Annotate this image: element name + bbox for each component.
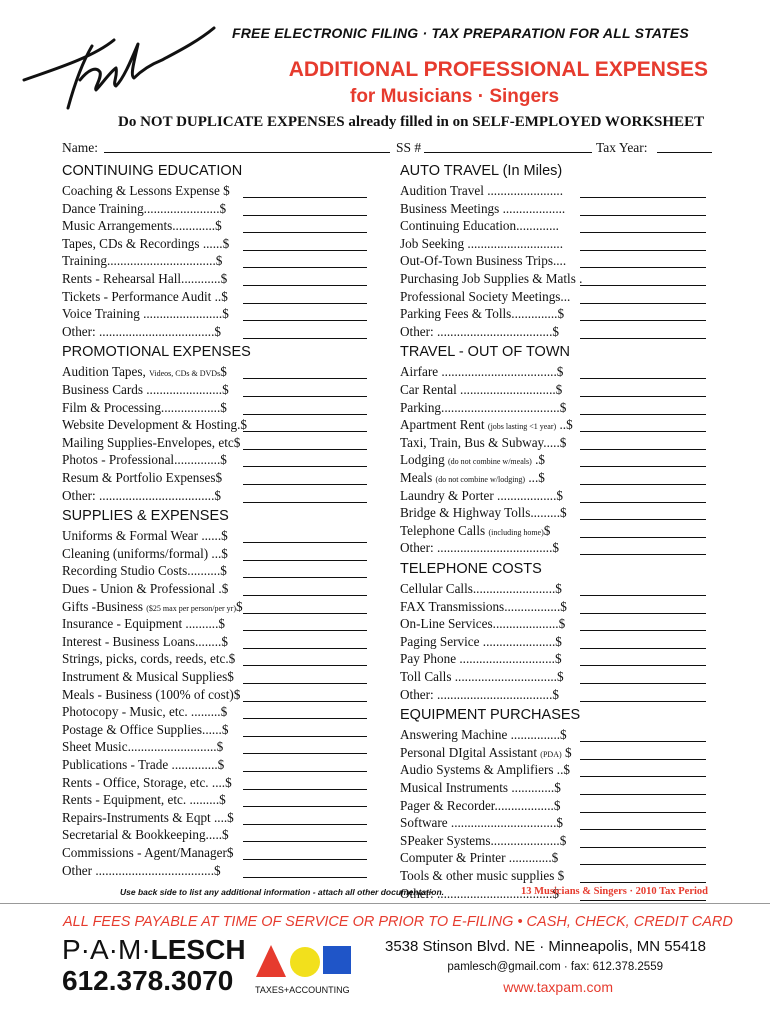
amount-field[interactable] [243,431,367,432]
amount-field[interactable] [580,250,706,251]
amount-field[interactable] [580,431,706,432]
expense-row [400,616,706,633]
expense-label: Commissions - Agent/Manager$ [62,845,234,860]
expense-row [62,616,367,633]
tax-year-label: Tax Year: [596,140,648,155]
amount-field[interactable] [580,741,706,742]
amount-field[interactable] [580,197,706,198]
contact-email-fax[interactable]: pamlesch@gmail.com · fax: 612.378.2559 [447,961,663,973]
expense-label: Tools & other music supplies $ [400,868,565,883]
expense-label: Software ................................$ [400,815,563,831]
footer-divider [0,903,770,904]
amount-field[interactable] [580,320,706,321]
expense-label: Professional Society Meetings... [400,288,571,304]
amount-field[interactable] [243,877,367,878]
expense-row [62,452,367,469]
expense-row [400,400,706,417]
expense-row [400,306,706,323]
expense-label: Out-Of-Town Business Trips.... [400,253,567,269]
expense-label: On-Line Services....................$ [400,616,566,632]
amount-field[interactable] [580,683,706,684]
amount-field[interactable] [243,484,367,485]
expense-label: Sheet Music...........................$ [62,739,224,755]
amount-field[interactable] [243,378,367,379]
expense-row [400,324,706,341]
amount-field[interactable] [243,320,367,321]
expense-label: Taxi, Train, Bus & Subway.....$ [400,434,567,450]
expense-row [62,687,367,704]
amount-field[interactable] [580,232,706,233]
amount-field[interactable] [243,595,367,596]
ss-label: SS # [396,140,422,155]
amount-field[interactable] [243,250,367,251]
expense-label: Rents - Rehearsal Hall............$ [62,271,228,286]
expense-row [62,845,367,862]
square-shape-icon [323,946,351,974]
expense-label: Other: ...................................$ [400,323,559,339]
expense-label: Website Development & Hosting.$ [62,417,247,433]
triangle-shape-icon [256,945,286,977]
expense-row [400,253,706,270]
expense-label: Audition Travel ....................... [400,183,564,198]
expense-row [62,651,367,668]
expense-row [400,798,706,815]
tax-year-field[interactable] [657,140,712,157]
expense-label: Music Arrangements.............$ [62,218,222,234]
amount-field[interactable] [243,824,367,825]
expense-row [62,435,367,452]
expense-row [400,201,706,218]
expense-label: Instrument & Musical Supplies$ [62,669,234,684]
expense-label: Other ....................................$ [62,862,221,878]
expense-label: Business Cards .......................$ [62,382,229,397]
phone-number: 612.378.3070 [62,965,234,996]
amount-field[interactable] [243,577,367,578]
expense-row [400,651,706,668]
expense-label: Cleaning (uniforms/formal) ...$ [62,545,228,561]
expense-row [62,417,367,434]
form-subtitle: for Musicians · Singers [350,86,560,107]
amount-field[interactable] [243,502,367,503]
expense-label: Meals (do not combine w/lodging) ...$ [400,470,545,485]
expense-label: Gifts -Business ($25 max per person/per yr)$ [62,598,243,614]
expense-row [400,435,706,452]
expense-row [400,868,706,885]
amount-field[interactable] [243,841,367,842]
amount-field[interactable] [580,759,706,760]
amount-field[interactable] [580,630,706,631]
amount-field[interactable] [243,701,367,702]
circle-shape-icon [290,947,320,977]
expense-row [62,722,367,739]
amount-field[interactable] [580,215,706,216]
expense-label: Computer & Printer .............$ [400,850,559,866]
expense-label: Rents - Office, Storage, etc. ....$ [62,774,232,790]
expense-label: Mailing Supplies-Envelopes, etc$ [62,434,241,450]
expense-label: Training.................................$ [62,253,223,269]
amount-field[interactable] [243,466,367,467]
section-heading-continuing-education: CONTINUING EDUCATION [62,163,243,179]
name-label: Name: [62,140,98,155]
identity-line [62,140,712,160]
section-heading-equipment-purchases: EQUIPMENT PURCHASES [400,707,581,724]
expense-label: FAX Transmissions.................$ [400,598,567,614]
amount-field[interactable] [243,630,367,631]
expense-label: Tapes, CDs & Recordings ......$ [62,235,230,251]
expense-row [62,201,367,218]
expense-label: Interest - Business Loans........$ [62,633,228,649]
expense-row [400,452,706,469]
amount-field[interactable] [580,847,706,848]
expense-row [400,687,706,704]
expense-row [62,827,367,844]
amount-field[interactable] [580,665,706,666]
expense-label: Repairs-Instruments & Eqpt ....$ [62,809,234,825]
expense-label: Airfare ...................................$ [400,364,564,380]
amount-field[interactable] [580,554,706,555]
section-heading-supplies-expenses: SUPPLIES & EXPENSES [62,508,229,525]
fees-banner: ALL FEES PAYABLE AT TIME OF SERVICE OR PRIOR TO E-FILING • CASH, CHECK, CREDIT CARD [63,914,733,930]
amount-field[interactable] [243,449,367,450]
section-heading-telephone-costs: TELEPHONE COSTS [400,561,542,577]
expense-row [400,271,706,288]
expense-label: Apartment Rent (jobs lasting <1 year) ..$ [400,417,573,433]
expense-row [400,505,706,522]
amount-field[interactable] [580,701,706,702]
expense-row [400,599,706,616]
amount-field[interactable] [243,648,367,649]
page-label: 13 Musicians & Singers · 2010 Tax Period [521,886,708,897]
amount-field[interactable] [580,414,706,415]
amount-field[interactable] [243,414,367,415]
expense-row [400,745,706,762]
amount-field[interactable] [580,466,706,467]
expense-row [400,523,706,540]
amount-field[interactable] [580,303,706,304]
expense-row [62,382,367,399]
expense-label: Musical Instruments .............$ [400,780,561,795]
brand-name [62,934,246,966]
expense-label: Resum & Portfolio Expenses$ [62,470,223,485]
amount-field[interactable] [580,338,706,339]
expense-row [62,792,367,809]
expense-label: Toll Calls ...............................$ [400,669,564,684]
amount-field[interactable] [243,267,367,268]
expense-label: Meals - Business (100% of cost)$ [62,686,241,702]
amount-field[interactable] [580,502,706,503]
amount-field[interactable] [580,484,706,485]
amount-field[interactable] [580,595,706,596]
amount-field[interactable] [243,285,367,286]
expense-label: Job Seeking ............................. [400,235,564,251]
website-link[interactable]: www.taxpam.com [503,979,613,995]
expense-row [62,306,367,323]
expense-row [62,528,367,545]
expense-row [400,364,706,381]
expense-label: Car Rental .............................$ [400,382,563,397]
expense-row [62,775,367,792]
expense-row [400,236,706,253]
ss-field[interactable] [424,140,592,157]
amount-field[interactable] [243,542,367,543]
expense-row [62,757,367,774]
expense-row [62,704,367,721]
amount-field[interactable] [580,519,706,520]
expense-label: Secretarial & Bookkeeping.....$ [62,827,229,843]
amount-field[interactable] [243,753,367,754]
expense-row [400,850,706,867]
expense-label: Other: ...................................$ [62,487,221,503]
expense-label: Other: ...................................$ [400,686,559,702]
expense-row [62,599,367,616]
expense-label: Other: ...................................$ [400,885,559,901]
expense-row [62,546,367,563]
expense-label: Photos - Professional..............$ [62,452,227,468]
expense-label: Coaching & Lessons Expense $ [62,183,230,198]
expense-label: Continuing Education............. [400,218,559,234]
expense-row [62,271,367,288]
amount-field[interactable] [580,776,706,777]
expense-label: Bridge & Highway Tolls.........$ [400,505,567,521]
expense-row [400,780,706,797]
signature-logo-icon [22,18,217,113]
expense-label: Uniforms & Formal Wear ......$ [62,528,228,544]
amount-field[interactable] [243,197,367,198]
expense-label: Postage & Office Supplies......$ [62,721,229,737]
expense-label: Pay Phone .............................$ [400,651,562,667]
amount-field[interactable] [580,648,706,649]
expense-row [62,669,367,686]
amount-field[interactable] [243,665,367,666]
expense-label: Telephone Calls (including home)$ [400,522,551,538]
name-field[interactable] [104,140,390,157]
amount-field[interactable] [243,215,367,216]
expense-row [400,581,706,598]
duplicate-notice: Do NOT DUPLICATE EXPENSES already filled in on SELF-EMPLOYED WORKSHEET [118,114,705,130]
expense-label: Purchasing Job Supplies & Matls . [400,271,583,286]
expense-row [62,634,367,651]
expense-row [62,324,367,341]
expense-label: Paging Service ......................$ [400,633,562,649]
expense-row [400,488,706,505]
expense-label: Tickets - Performance Audit ..$ [62,288,228,304]
brand-shapes [253,943,353,981]
amount-field[interactable] [243,771,367,772]
amount-field[interactable] [580,449,706,450]
amount-field[interactable] [243,396,367,397]
expense-row [400,833,706,850]
expense-row [62,289,367,306]
amount-field[interactable] [580,864,706,865]
amount-field[interactable] [580,396,706,397]
expense-row [400,183,706,200]
expense-row [62,364,367,381]
brand-surname: LESCH [150,934,246,965]
amount-field[interactable] [243,232,367,233]
expense-label: Parking Fees & Tolls..............$ [400,306,565,322]
section-heading-travel-out-of-town: TRAVEL - OUT OF TOWN [400,344,570,361]
amount-field[interactable] [243,718,367,719]
amount-field[interactable] [580,900,706,901]
amount-field[interactable] [243,560,367,561]
expense-label: Rents - Equipment, etc. .........$ [62,792,226,808]
amount-field[interactable] [243,338,367,339]
expense-label: Cellular Calls.........................$ [400,581,562,596]
expense-label: Laundry & Porter ..................$ [400,487,563,503]
expense-label: Dues - Union & Professional .$ [62,581,229,596]
amount-field[interactable] [580,285,706,286]
expense-row [62,739,367,756]
amount-field[interactable] [580,794,706,795]
expense-label: Parking....................................$ [400,399,567,415]
amount-field[interactable] [243,683,367,684]
brand-tagline: TAXES+ACCOUNTING [255,985,350,995]
expense-label: Audio Systems & Amplifiers ..$ [400,762,570,778]
amount-field[interactable] [580,613,706,614]
expense-label: Lodging (do not combine w/meals) .$ [400,452,545,468]
section-heading-promotional-expenses: PROMOTIONAL EXPENSES [62,344,251,361]
expense-label: Dance Training.......................$ [62,200,227,216]
expense-row [62,400,367,417]
expense-row [400,762,706,779]
expense-label: Recording Studio Costs..........$ [62,563,227,579]
expense-row [400,540,706,557]
expense-label: Strings, picks, cords, reeds, etc.$ [62,651,236,667]
expense-row [62,218,367,235]
form-title: ADDITIONAL PROFESSIONAL EXPENSES [288,58,708,81]
amount-field[interactable] [243,613,367,614]
amount-field[interactable] [243,806,367,807]
expense-row [400,470,706,487]
expense-row [400,815,706,832]
office-address: 3538 Stinson Blvd. NE · Minneapolis, MN 55418 [384,938,706,955]
expense-row [400,634,706,651]
brand-prefix: P·A·M· [62,934,151,965]
expense-label: Answering Machine ...............$ [400,727,567,743]
expense-label: Audition Tapes, Videos, CDs & DVDs$ [62,364,227,380]
expense-label: Film & Processing..................$ [62,399,227,415]
expense-row [62,563,367,580]
expense-label: Business Meetings ................... [400,200,566,216]
amount-field[interactable] [243,789,367,790]
expense-label: Personal DIgital Assistant (PDA) $ [400,744,572,760]
amount-field[interactable] [580,267,706,268]
expense-row [400,669,706,686]
expense-label: Photocopy - Music, etc. .........$ [62,704,228,720]
amount-field[interactable] [243,736,367,737]
expense-row [62,581,367,598]
expense-label: Other: ...................................$ [400,540,559,556]
expense-row [400,727,706,744]
expense-row [400,218,706,235]
amount-field[interactable] [580,829,706,830]
amount-field[interactable] [580,378,706,379]
expense-label: Insurance - Equipment ..........$ [62,616,225,632]
expense-label: Pager & Recorder..................$ [400,797,561,813]
expense-label: Other: ...................................$ [62,323,221,339]
section-heading-auto-travel-in-miles: AUTO TRAVEL (In Miles) [400,163,563,179]
expense-row [62,810,367,827]
expense-label: Publications - Trade ..............$ [62,757,225,772]
expense-row [400,417,706,434]
expense-row [400,382,706,399]
services-tagline: FREE ELECTRONIC FILING · TAX PREPARATION FOR ALL STATES [232,25,689,41]
expense-row [62,863,367,880]
expense-row [62,488,367,505]
expense-row [62,253,367,270]
amount-field[interactable] [243,303,367,304]
footnote: Use back side to list any additional information - attach all other documentation. [120,887,444,897]
expense-label: SPeaker Systems.....................$ [400,832,567,848]
expense-label: Voice Training ........................$ [62,306,229,322]
expense-row [62,470,367,487]
amount-field[interactable] [580,882,706,883]
expense-row [400,289,706,306]
expense-row [62,183,367,200]
amount-field[interactable] [580,812,706,813]
expense-row [62,236,367,253]
amount-field[interactable] [243,859,367,860]
amount-field[interactable] [580,537,706,538]
